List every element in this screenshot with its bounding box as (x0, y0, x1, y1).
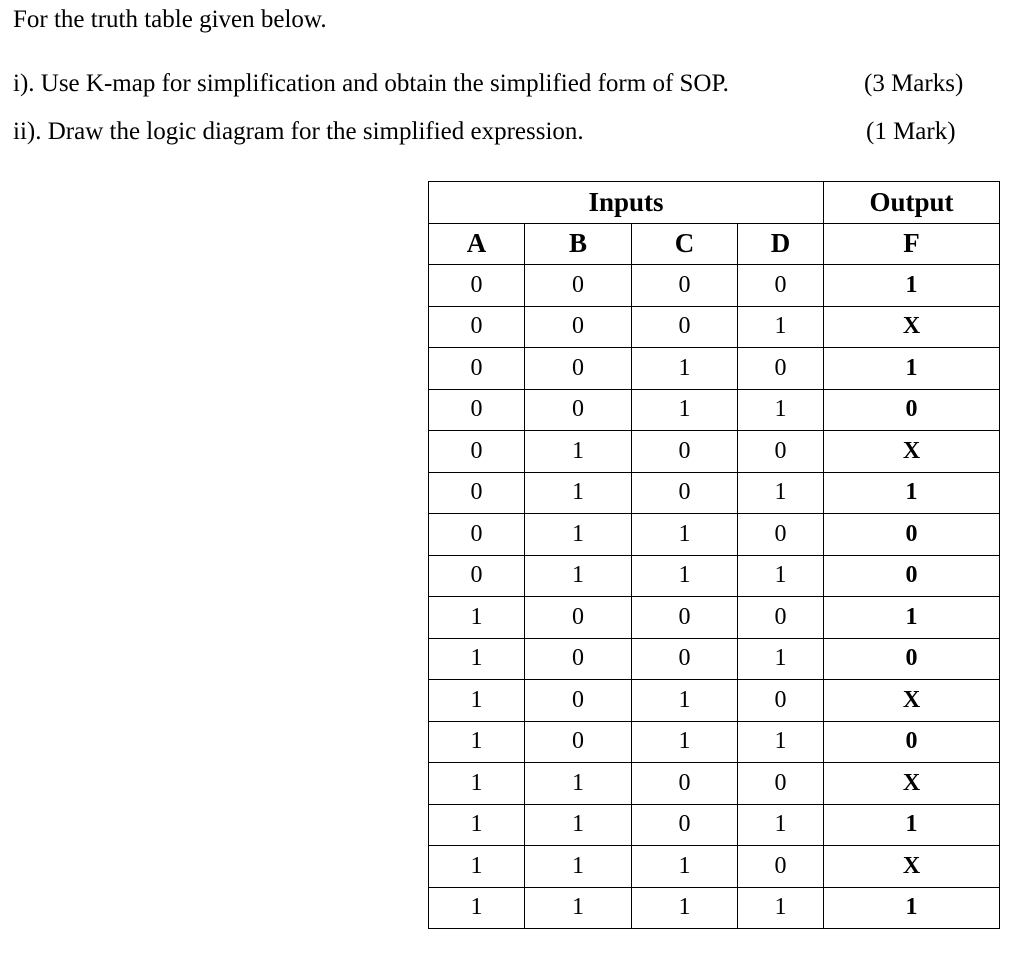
cell-a: 1 (429, 846, 525, 888)
cell-d: 1 (738, 472, 824, 514)
cell-c: 0 (632, 306, 738, 348)
cell-a: 0 (429, 472, 525, 514)
cell-f: 1 (824, 887, 1000, 929)
cell-b: 1 (525, 887, 632, 929)
cell-c: 0 (632, 638, 738, 680)
table-row (429, 265, 1000, 307)
question-1-marks: (3 Marks) (864, 70, 964, 97)
cell-b: 0 (525, 638, 632, 680)
cell-b: 1 (525, 804, 632, 846)
cell-d: 0 (738, 680, 824, 722)
cell-c: 0 (632, 472, 738, 514)
cell-a: 1 (429, 721, 525, 763)
cell-b: 0 (525, 389, 632, 431)
cell-f: X (824, 846, 1000, 888)
cell-f: 0 (824, 721, 1000, 763)
table-row (429, 721, 1000, 763)
cell-b: 0 (525, 597, 632, 639)
cell-f: 1 (824, 265, 1000, 307)
cell-c: 1 (632, 887, 738, 929)
cell-f: X (824, 680, 1000, 722)
cell-f: 0 (824, 389, 1000, 431)
cell-a: 0 (429, 514, 525, 556)
cell-f: X (824, 763, 1000, 805)
column-header-f: F (824, 223, 1000, 265)
cell-c: 1 (632, 555, 738, 597)
table-row (429, 680, 1000, 722)
truth-table (428, 181, 1000, 929)
cell-d: 1 (738, 306, 824, 348)
cell-d: 1 (738, 721, 824, 763)
cell-c: 0 (632, 265, 738, 307)
table-row (429, 887, 1000, 929)
question-2-marks: (1 Mark) (866, 118, 956, 145)
column-header-c: C (632, 223, 738, 265)
table-row (429, 804, 1000, 846)
cell-d: 1 (738, 389, 824, 431)
cell-d: 1 (738, 638, 824, 680)
cell-d: 1 (738, 804, 824, 846)
cell-d: 0 (738, 846, 824, 888)
cell-c: 1 (632, 514, 738, 556)
cell-b: 1 (525, 555, 632, 597)
cell-f: X (824, 306, 1000, 348)
cell-f: 1 (824, 472, 1000, 514)
table-row (429, 846, 1000, 888)
question-2-text: ii). Draw the logic diagram for the simplified expression. (13, 118, 584, 145)
cell-c: 1 (632, 348, 738, 390)
cell-a: 1 (429, 680, 525, 722)
table-row (429, 555, 1000, 597)
cell-b: 1 (525, 846, 632, 888)
cell-d: 0 (738, 514, 824, 556)
cell-a: 0 (429, 555, 525, 597)
cell-f: 1 (824, 348, 1000, 390)
cell-d: 1 (738, 555, 824, 597)
cell-b: 1 (525, 763, 632, 805)
cell-a: 1 (429, 638, 525, 680)
group-header-row (429, 182, 1000, 224)
column-header-d: D (738, 223, 824, 265)
question-1-text: i). Use K-map for simplification and obtain the simplified form of SOP. (13, 70, 729, 97)
cell-d: 0 (738, 763, 824, 805)
cell-c: 0 (632, 597, 738, 639)
cell-c: 0 (632, 804, 738, 846)
column-header-row (429, 223, 1000, 265)
table-row (429, 306, 1000, 348)
cell-c: 1 (632, 846, 738, 888)
cell-f: X (824, 431, 1000, 473)
cell-a: 0 (429, 389, 525, 431)
cell-d: 0 (738, 265, 824, 307)
cell-d: 0 (738, 431, 824, 473)
column-header-b: B (525, 223, 632, 265)
cell-f: 1 (824, 804, 1000, 846)
table-row (429, 389, 1000, 431)
cell-a: 0 (429, 431, 525, 473)
cell-b: 0 (525, 306, 632, 348)
table-row (429, 431, 1000, 473)
cell-b: 0 (525, 348, 632, 390)
table-row (429, 597, 1000, 639)
intro-text: For the truth table given below. (13, 6, 327, 33)
cell-d: 1 (738, 887, 824, 929)
cell-f: 0 (824, 638, 1000, 680)
cell-a: 0 (429, 348, 525, 390)
cell-b: 0 (525, 265, 632, 307)
cell-b: 1 (525, 431, 632, 473)
cell-c: 0 (632, 431, 738, 473)
cell-b: 1 (525, 472, 632, 514)
cell-a: 1 (429, 887, 525, 929)
cell-c: 0 (632, 763, 738, 805)
table-row (429, 348, 1000, 390)
column-header-a: A (429, 223, 525, 265)
cell-c: 1 (632, 721, 738, 763)
inputs-header: Inputs (429, 182, 824, 224)
table-row (429, 763, 1000, 805)
cell-a: 1 (429, 763, 525, 805)
cell-f: 0 (824, 555, 1000, 597)
cell-a: 0 (429, 306, 525, 348)
table-row (429, 472, 1000, 514)
cell-b: 0 (525, 721, 632, 763)
cell-b: 0 (525, 680, 632, 722)
output-header: Output (824, 182, 1000, 224)
cell-f: 0 (824, 514, 1000, 556)
cell-d: 0 (738, 597, 824, 639)
table-row (429, 638, 1000, 680)
cell-f: 1 (824, 597, 1000, 639)
table-row (429, 514, 1000, 556)
cell-b: 1 (525, 514, 632, 556)
cell-a: 0 (429, 265, 525, 307)
cell-a: 1 (429, 597, 525, 639)
cell-d: 0 (738, 348, 824, 390)
cell-a: 1 (429, 804, 525, 846)
cell-c: 1 (632, 680, 738, 722)
truth-table-body (429, 265, 1000, 929)
cell-c: 1 (632, 389, 738, 431)
